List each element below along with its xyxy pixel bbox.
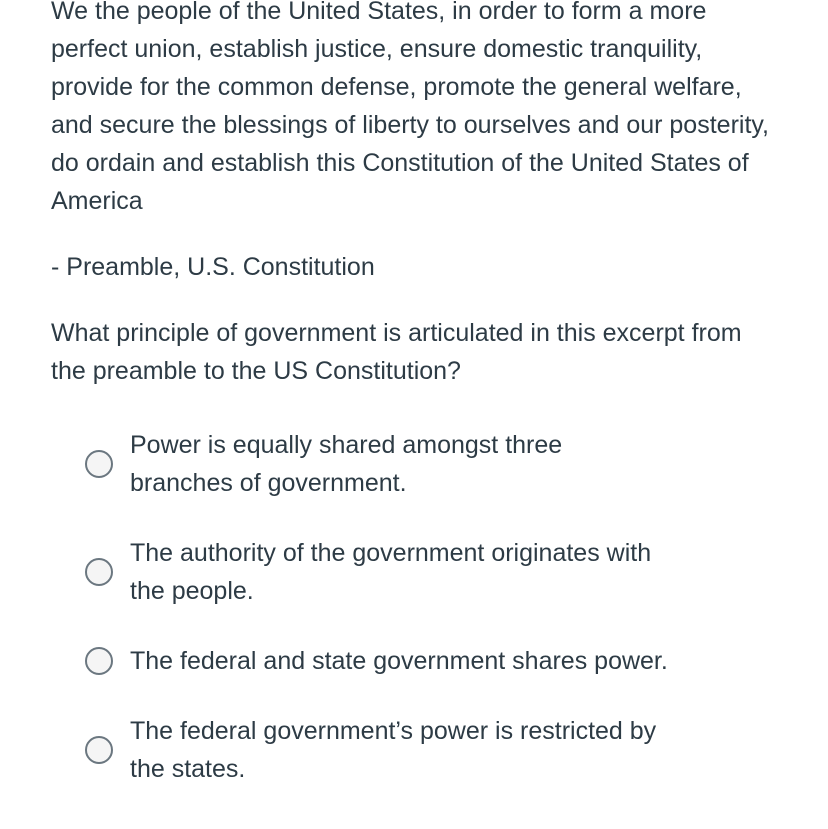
- answer-label: The federal and state government shares power.: [130, 647, 668, 675]
- answer-label: Power is equally shared amongst three branches of government.: [130, 431, 563, 497]
- answer-option-2[interactable]: [85, 534, 781, 610]
- quiz-question-card: [51, 0, 781, 820]
- answer-list: [51, 426, 781, 788]
- question-text: What principle of government is articulated in this excerpt from the preamble to the US Constitution?: [51, 319, 742, 385]
- radio-button[interactable]: [85, 558, 113, 586]
- radio-button[interactable]: [85, 450, 113, 478]
- answer-label: The federal government’s power is restricted by the states.: [130, 717, 657, 783]
- radio-button[interactable]: [85, 736, 113, 764]
- passage-text: We the people of the United States, in order to form a more perfect union, establish justice, ensure domestic tranquility, provide for the common defense, promote the general welfare, and secure the blessings of liberty to ourselves and our posterity, do ordain and establish this Constitution of the United States of America: [51, 0, 769, 215]
- answer-option-3[interactable]: [85, 642, 781, 680]
- answer-option-4[interactable]: [85, 712, 781, 788]
- passage-attribution: - Preamble, U.S. Constitution: [51, 253, 375, 281]
- answer-option-1[interactable]: [85, 426, 781, 502]
- answer-label: The authority of the government originates with the people.: [130, 539, 652, 605]
- radio-button[interactable]: [85, 647, 113, 675]
